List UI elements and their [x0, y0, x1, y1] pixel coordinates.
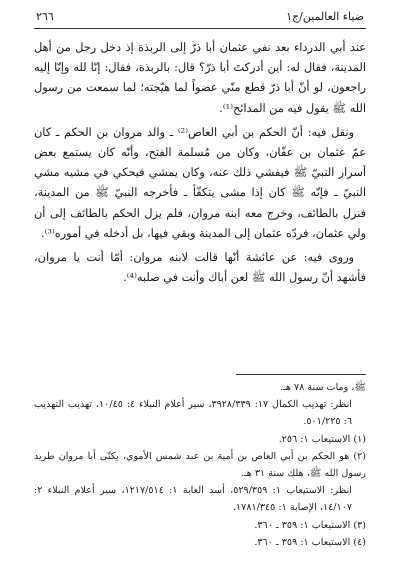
running-title: ضياء العالمين/ج١	[286, 10, 364, 23]
footnote-continuation-1: ﷺ، ومات سنة ٧٨ هـ.	[280, 382, 366, 393]
paragraph-2: ونقل فيه: أنّ الحكم بن أبي العاص⁽²⁾ ـ والد مروان بن الحكم ـ كان عمّ عثمان بن عفّان، وكان من مُسلمة الفتح، وأنّه كان يستمع بعض أسرار النبيّ ﷺ فيفشي ذلك عنه، وكان يمشي فيحكي في مشيه مشي النبيّ ـ فإنّه ﷺ كان إذا مشى يتكفّأ ـ فأخرجه النبيّ ﷺ من المدينة، فنزل بالطائف، وخرج معه ابنه مروان، فلم يزل الحكم بالطائف إلى أن ولي عثمان، فردّه عثمان إلى المدينة وبقي فيها، بل أدخله في أموره⁽³⁾.	[34, 125, 366, 240]
footnote-3: (٣) الاستيعاب ١: ٣٥٩ ـ ٣٦٠.	[254, 519, 366, 531]
paragraph-1: عند أبي الدرداء بعد نفي عثمان أبا ذرّ إلى الربذة إذ دخل رجل من أهل المدينة، فقال له: أين أدركتَ أبا ذرّ؟ قال: بالربذة، فقال: إنّا لله وإنّا إليه راجعون، لو أنّ أبا ذرّ قطع منّي عضواً لما هيّجته؛ لما سمعت من رسول الله ﷺ يقول فيه من المدائح⁽¹⁾.	[34, 41, 366, 115]
footnotes	[34, 379, 366, 551]
footnote-2: (٢) هو الحكم بن أبي العاص بن أمية بن عبد شمس الأموي، يكنّى أبا مروان طريد رسول الله ﷺ، هلك سنة ٣١ هـ.	[34, 450, 366, 480]
main-text	[34, 38, 366, 292]
footnote-separator	[236, 374, 366, 375]
paragraph-3: وروى فيه: عن عائشة أنّها قالت لابنه مروان: أمّا أنت يا مروان، فأشهد أنّ رسول الله ﷺ لعن أباك وأنت في صلبه⁽⁴⁾.	[34, 251, 366, 285]
footnote-4: (٤) الاستيعاب ١: ٣٥٩ ـ ٣٦٠.	[254, 536, 366, 548]
footnote-1: (١) الاستيعاب ١: ٢٥٦.	[278, 433, 366, 445]
header-rule	[34, 28, 366, 29]
footnote-2-references: انظر: الاستيعاب ١: ٥٢٩/٣٥٩، أسد الغابة ١: ١٢١٧/٥١٤، سير أعلام النبلاء ٢: ١٤/١٠٧، الإصابة ١: ١٧٨١/٣٤٥.	[34, 485, 352, 514]
running-header	[36, 8, 364, 26]
page-number: ٢٦٦	[36, 10, 54, 23]
footnote-continuation-2: انظر: تهذيب الكمال ١٧: ٣٩٢٨/٣٣٩، سير أعلام النبلاء ٤: ١٠/٤٥، تهذيب التهذيب ٦: ٥٠١/٢٢٥.	[34, 399, 352, 428]
